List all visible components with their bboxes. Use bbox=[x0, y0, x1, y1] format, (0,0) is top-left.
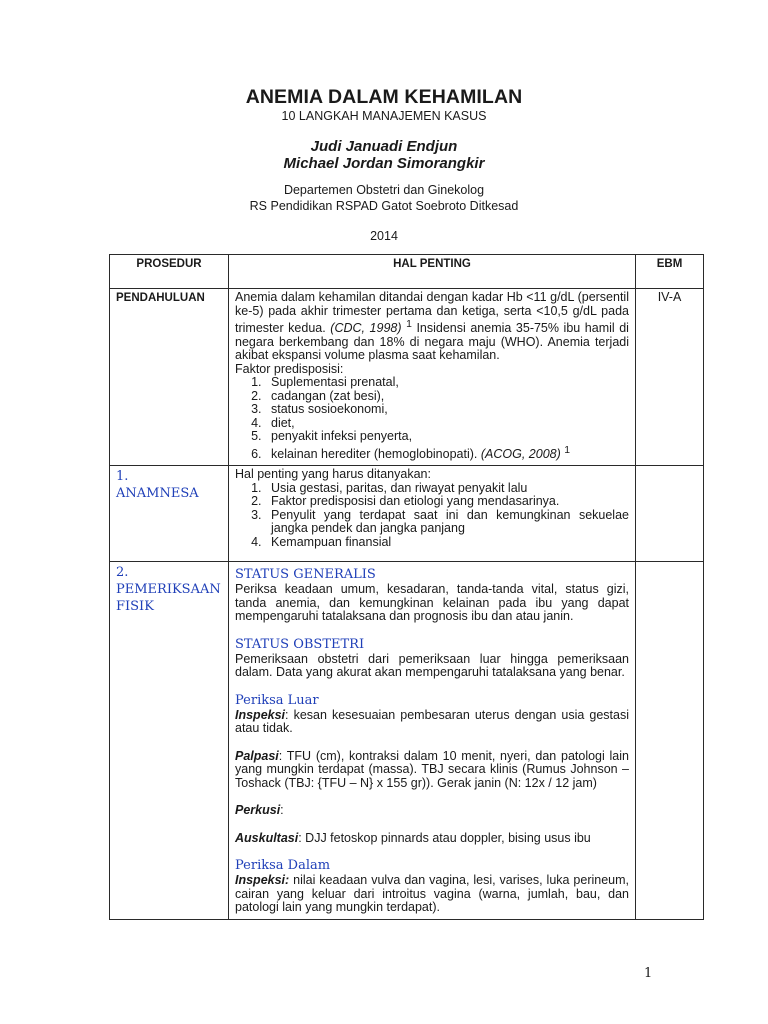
header-ebm: EBM bbox=[636, 255, 704, 289]
intro-content bbox=[229, 289, 636, 466]
header-important: HAL PENTING bbox=[229, 255, 636, 289]
list-item: 2. Faktor predisposisi dan etiologi yang mendasarinya. bbox=[265, 495, 629, 509]
anamnesa-ebm bbox=[636, 466, 704, 562]
list-item: 2. cadangan (zat besi), bbox=[265, 390, 629, 404]
author-1: Judi Januadi Endjun bbox=[310, 138, 458, 155]
general-status-text: Periksa keadaan umum, kesadaran, tanda-tanda vital, status gizi, tanda anemia, dan kemungkinan kelainan pada ibu yang dapat mempengaruhi tatalaksana dan prognosis ibu dan atau janin. bbox=[235, 582, 629, 624]
citation-superscript: 1 bbox=[406, 319, 412, 330]
auscultation-text bbox=[235, 832, 629, 846]
auscultation-desc: : DJJ fetoskop pinnards atau doppler, bising usus ibu bbox=[298, 830, 591, 845]
citation-cdc: (CDC, 1998) bbox=[330, 321, 402, 336]
factors-list bbox=[235, 376, 629, 461]
department: Departemen Obstetri dan Ginekolog bbox=[283, 183, 485, 197]
year: 2014 bbox=[370, 229, 398, 243]
intro-text: Anemia dalam kehamilan ditandai dengan kadar Hb <11 g/dL (persentil ke-5) pada akhir trimester pertama dan ketiga, serta <10,5 g/dL pada trimester kedua. bbox=[235, 290, 629, 336]
page-number: 1 bbox=[644, 966, 653, 981]
general-status-title: STATUS GENERALIS bbox=[235, 567, 376, 583]
list-item: 4. diet, bbox=[265, 417, 629, 431]
inner-inspection-label: Inspeksi: bbox=[235, 873, 290, 888]
inspection-label: Inspeksi bbox=[235, 707, 286, 722]
palpation-text bbox=[235, 750, 629, 791]
inspection-desc: : kesan kesesuaian pembesaran uterus dengan usia gestasi atau tidak. bbox=[235, 707, 629, 736]
list-item: 5. penyakit infeksi penyerta, bbox=[265, 430, 629, 444]
intro-label: PENDAHULUAN bbox=[116, 292, 205, 304]
document-title: ANEMIA DALAM KEHAMILAN bbox=[245, 86, 523, 108]
table-row-anamnesa bbox=[110, 466, 704, 562]
author-2: Michael Jordan Simorangkir bbox=[283, 155, 485, 172]
exam-number: 2. bbox=[116, 565, 129, 581]
citation-acog: (ACOG, 2008) bbox=[480, 446, 561, 461]
inspection-text bbox=[235, 709, 629, 736]
inner-inspection-desc: nilai keadaan vulva dan vagina, lesi, varises, luka perineum, cairan yang keluar dari introitus vagina (warna, jumlah, bau, dan patologi lain yang mungkin terdapat). bbox=[235, 873, 629, 915]
percussion-label: Perkusi bbox=[235, 803, 281, 818]
percussion-desc: : bbox=[280, 803, 284, 818]
exam-label-1: PEMERIKSAAN bbox=[116, 582, 221, 598]
anamnesa-label: ANAMNESA bbox=[116, 486, 199, 502]
exam-content bbox=[229, 562, 636, 920]
intro-ebm: IV-A bbox=[636, 289, 704, 466]
factor-text: kelainan herediter (hemoglobinopati). bbox=[271, 446, 478, 461]
list-item: 3. status sosioekonomi, bbox=[265, 403, 629, 417]
auscultation-label: Auskultasi bbox=[235, 830, 299, 845]
factors-label: Faktor predisposisi: bbox=[235, 361, 344, 376]
citation-superscript: 1 bbox=[564, 444, 571, 456]
anamnesa-lead: Hal penting yang harus ditanyakan: bbox=[235, 467, 431, 482]
inner-exam-title: Periksa Dalam bbox=[235, 858, 331, 874]
palpation-desc: : TFU (cm), kontraksi dalam 10 menit, nyeri, dan patologi lain yang mungkin terdapat (massa). TBJ secara klinis (Rumus Johnson – Toshack (TBJ: {TFU – N} x 155 gr)). Gerak janin (N: 12x / 12 jam) bbox=[235, 748, 629, 790]
hospital: RS Pendidikan RSPAD Gatot Soebroto Ditkesad bbox=[249, 199, 519, 213]
list-item bbox=[265, 444, 629, 462]
intro-label-cell bbox=[110, 289, 229, 466]
anamnesa-content bbox=[229, 466, 636, 562]
obstetric-status-text: Pemeriksaan obstetri dari pemeriksaan luar hingga pemeriksaan dalam. Data yang akurat akan mempengaruhi tatalaksana yang benar. bbox=[235, 651, 629, 680]
intro-paragraph bbox=[235, 291, 629, 363]
header-procedure: PROSEDUR bbox=[110, 255, 229, 289]
list-item: 4. Kemampuan finansial bbox=[265, 536, 629, 550]
procedure-table bbox=[109, 254, 704, 920]
percussion-text bbox=[235, 804, 629, 818]
anamnesa-label-cell bbox=[110, 466, 229, 562]
exam-label-2: FISIK bbox=[116, 599, 154, 615]
table-header-row bbox=[110, 255, 704, 289]
intro-text-2: Insidensi anemia 35-75% ibu hamil di negara berkembang dan 18% di negara maju (WHO). Anemia terjadi akibat ekspansi volume plasma saat kehamilan. bbox=[235, 321, 629, 363]
table-row-intro bbox=[110, 289, 704, 466]
document-subtitle: 10 LANGKAH MANAJEMEN KASUS bbox=[281, 109, 487, 123]
inner-inspection-text bbox=[235, 874, 629, 915]
obstetric-status-title: STATUS OBSTETRI bbox=[235, 636, 365, 652]
exam-ebm bbox=[636, 562, 704, 920]
list-item: 1. Suplementasi prenatal, bbox=[265, 376, 629, 390]
anamnesa-list bbox=[235, 482, 629, 550]
list-item: 3. Penyulit yang terdapat saat ini dan kemungkinan sekuelae jangka pendek dan jangka panjang bbox=[265, 509, 629, 536]
palpation-label: Palpasi bbox=[235, 748, 279, 763]
anamnesa-number: 1. bbox=[116, 469, 129, 485]
table-row-exam bbox=[110, 562, 704, 920]
exam-label-cell bbox=[110, 562, 229, 920]
outer-exam-title: Periksa Luar bbox=[235, 692, 319, 708]
list-item: 1. Usia gestasi, paritas, dan riwayat penyakit lalu bbox=[265, 482, 629, 496]
